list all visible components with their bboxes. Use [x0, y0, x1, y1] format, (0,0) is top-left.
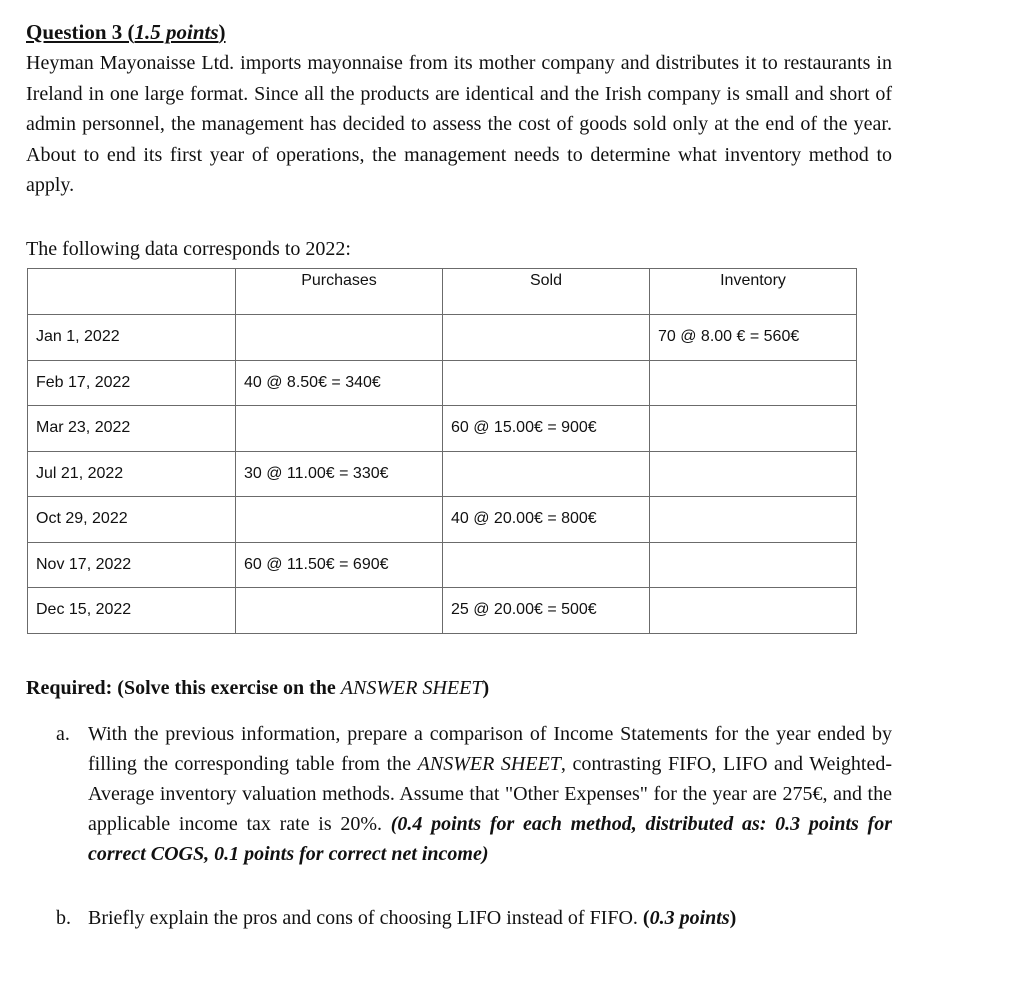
table-row	[28, 406, 857, 452]
table-row	[28, 315, 857, 361]
part-b-points: 0.3 points	[649, 907, 730, 929]
cell-sold	[443, 315, 650, 361]
cell-sold: 40 @ 20.00€ = 800€	[443, 497, 650, 543]
question-title-prefix: Question 3 (	[26, 20, 135, 44]
required-heading-text: Required: (Solve this exercise on the	[26, 677, 341, 699]
part-b-marker: b.	[56, 907, 71, 929]
part-b-question: Briefly explain the pros and cons of choosing LIFO instead of FIFO.	[88, 907, 643, 929]
cell-purchases	[236, 315, 443, 361]
part-b-text	[88, 903, 892, 933]
table-header-date	[28, 269, 236, 315]
cell-sold: 60 @ 15.00€ = 900€	[443, 406, 650, 452]
cell-date: Dec 15, 2022	[28, 588, 236, 634]
cell-sold	[443, 542, 650, 588]
cell-sold	[443, 360, 650, 406]
required-heading	[26, 674, 906, 702]
cell-purchases	[236, 588, 443, 634]
table-row	[28, 542, 857, 588]
cell-inventory	[650, 451, 857, 497]
cell-inventory	[650, 542, 857, 588]
answer-sheet-ref: ANSWER SHEET	[340, 677, 483, 699]
cell-sold	[443, 451, 650, 497]
table-header-row	[28, 269, 857, 315]
part-a-text-1: With the previous information, prepare a comparison of Income Statements for the year ended by filling the corresponding table from the	[88, 723, 892, 775]
table-header-purchases: Purchases	[236, 269, 443, 315]
table-row	[28, 497, 857, 543]
cell-inventory	[650, 497, 857, 543]
table-row	[28, 588, 857, 634]
cell-date: Jan 1, 2022	[28, 315, 236, 361]
cell-inventory	[650, 588, 857, 634]
cell-purchases	[236, 497, 443, 543]
part-a-text-2: , contrasting FIFO, LIFO and Weighted-Average inventory valuation methods. Assume that "Other Expenses" for the year are 275€, and the applicable income tax rate is 20%.	[88, 753, 892, 835]
cell-date: Feb 17, 2022	[28, 360, 236, 406]
part-b-points-close: )	[729, 907, 737, 929]
part-b	[56, 903, 896, 933]
cell-purchases: 60 @ 11.50€ = 690€	[236, 542, 443, 588]
table-header-sold: Sold	[443, 269, 650, 315]
cell-date: Nov 17, 2022	[28, 542, 236, 588]
cell-inventory	[650, 406, 857, 452]
cell-date: Mar 23, 2022	[28, 406, 236, 452]
cell-inventory	[650, 360, 857, 406]
part-b-points-open: (	[642, 907, 650, 929]
part-a-text	[88, 719, 892, 869]
inventory-table	[27, 268, 857, 634]
question-intro: Heyman Mayonaisse Ltd. imports mayonnaise from its mother company and distributes it to restaurants in Ireland in one large format. Since all the products are identical and the Irish company is small and short of admin personnel, the management has decided to assess the cost of goods sold only at the end of the year. About to end its first year of operations, the management needs to determine what inventory method to apply.	[26, 52, 892, 196]
cell-inventory: 70 @ 8.00 € = 560€	[650, 315, 857, 361]
part-a	[56, 719, 896, 869]
table-header-inventory: Inventory	[650, 269, 857, 315]
cell-purchases: 40 @ 8.50€ = 340€	[236, 360, 443, 406]
data-lead: The following data corresponds to 2022:	[26, 237, 351, 260]
cell-sold: 25 @ 20.00€ = 500€	[443, 588, 650, 634]
cell-date: Jul 21, 2022	[28, 451, 236, 497]
cell-purchases	[236, 406, 443, 452]
table-row	[28, 360, 857, 406]
table-row	[28, 451, 857, 497]
required-parts	[56, 719, 896, 933]
part-a-points-note: (0.4 points for each method, distributed as: 0.3 points for correct COGS, 0.1 points for correct net income)	[88, 813, 893, 865]
part-a-marker: a.	[56, 723, 70, 745]
required-heading-end: )	[482, 677, 490, 699]
cell-purchases: 30 @ 11.00€ = 330€	[236, 451, 443, 497]
question-title-suffix: )	[218, 20, 226, 44]
question-points: 1.5 points	[134, 20, 219, 44]
question-title	[26, 18, 896, 46]
cell-date: Oct 29, 2022	[28, 497, 236, 543]
answer-sheet-ref: ANSWER SHEET	[417, 753, 561, 775]
question-block	[26, 18, 896, 263]
